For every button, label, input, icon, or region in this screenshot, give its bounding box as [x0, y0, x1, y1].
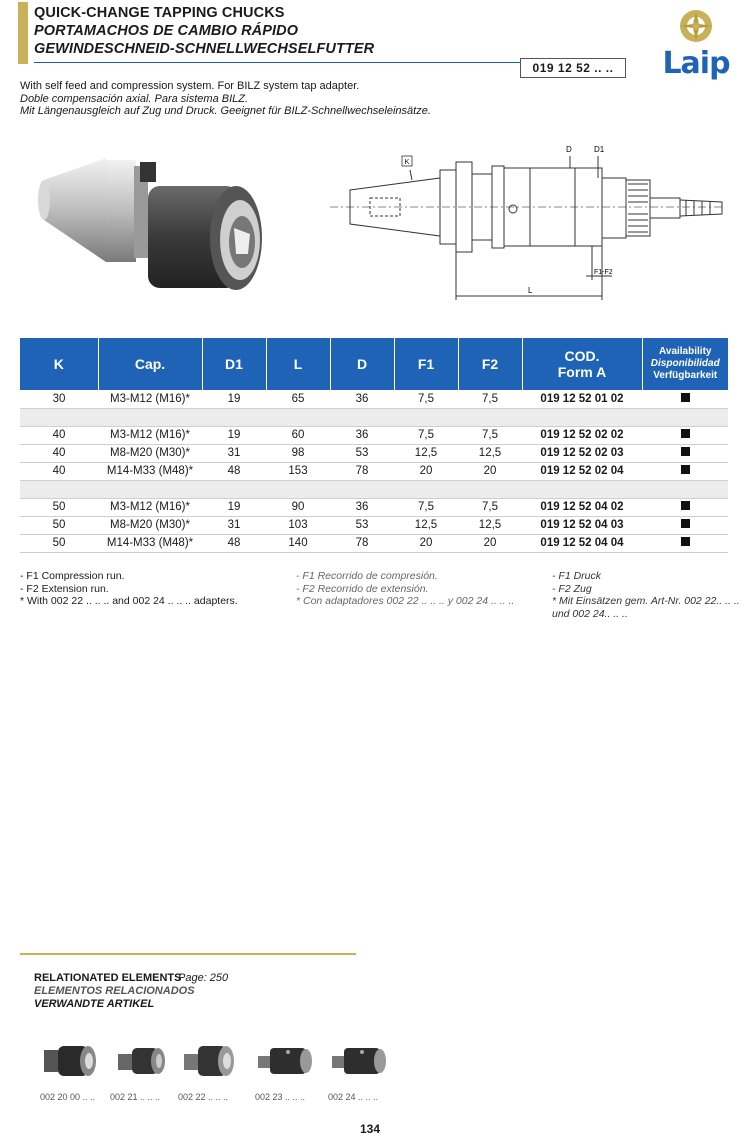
cell-l: 98	[266, 444, 330, 462]
cell-availability	[642, 390, 728, 408]
cell-cap: M3-M12 (M16)*	[98, 498, 202, 516]
cell-k: 30	[20, 390, 98, 408]
cell-cap: M3-M12 (M16)*	[98, 390, 202, 408]
title-divider	[34, 62, 586, 63]
related-item-image[interactable]	[110, 1040, 180, 1082]
related-title-spanish: ELEMENTOS RELACIONADOS	[34, 985, 195, 997]
description-german: Mit Längenausgleich auf Zug und Druck. Geeignet für BILZ-Schnellwechseleinsätze.	[20, 105, 431, 117]
cell-d1: 48	[202, 462, 266, 480]
cell-d: 36	[330, 390, 394, 408]
drawing-label-d1: D1	[594, 145, 605, 154]
cell-cap: M14-M33 (M48)*	[98, 462, 202, 480]
header-d: D	[330, 338, 394, 390]
header-cap: Cap.	[98, 338, 202, 390]
cell-d1: 19	[202, 498, 266, 516]
cell-k: 50	[20, 516, 98, 534]
notes-german	[552, 570, 740, 620]
related-item-image[interactable]	[252, 1040, 322, 1082]
related-title	[34, 972, 195, 1011]
note-line: - F1 Druck	[552, 570, 602, 582]
cell-cap: M14-M33 (M48)*	[98, 534, 202, 552]
related-item-label[interactable]: 002 21 .. .. ..	[110, 1092, 161, 1102]
cell-f1: 7,5	[394, 390, 458, 408]
header-availability-es: Disponibilidad	[650, 358, 720, 369]
related-item-image[interactable]	[36, 1040, 106, 1082]
cell-availability	[642, 498, 728, 516]
table-row	[20, 426, 728, 444]
header-l: L	[266, 338, 330, 390]
notes-english	[20, 570, 238, 608]
drawing-label-d: D	[566, 145, 572, 154]
related-page-link[interactable]: Page: 250	[178, 972, 229, 984]
brand-logo	[662, 6, 730, 80]
cell-l: 90	[266, 498, 330, 516]
cell-d: 53	[330, 444, 394, 462]
related-item-label[interactable]: 002 22 .. .. ..	[178, 1092, 229, 1102]
header-availability	[642, 338, 728, 390]
cell-f2: 7,5	[458, 426, 522, 444]
cell-f2: 12,5	[458, 516, 522, 534]
cell-cod: 019 12 52 02 04	[522, 462, 642, 480]
table-spacer-row	[20, 480, 728, 498]
cell-availability	[642, 534, 728, 552]
cell-cod: 019 12 52 04 02	[522, 498, 642, 516]
cell-cod: 019 12 52 01 02	[522, 390, 642, 408]
note-line: und 002 24.. .. ..	[552, 607, 628, 620]
header-cod-line1: COD.	[564, 348, 600, 364]
logo-emblem-icon	[662, 6, 730, 48]
brand-name: Laip	[662, 46, 730, 81]
cell-d1: 19	[202, 426, 266, 444]
header-availability-en: Availability	[659, 346, 712, 357]
cell-f1: 7,5	[394, 498, 458, 516]
cell-f1: 20	[394, 462, 458, 480]
cell-k: 50	[20, 498, 98, 516]
cell-f2: 7,5	[458, 390, 522, 408]
cell-l: 103	[266, 516, 330, 534]
cell-l: 65	[266, 390, 330, 408]
related-item-image[interactable]	[326, 1040, 396, 1082]
cell-f1: 20	[394, 534, 458, 552]
table-row	[20, 516, 728, 534]
table-row	[20, 444, 728, 462]
availability-square-icon	[681, 393, 690, 402]
cell-d: 53	[330, 516, 394, 534]
cell-cod: 019 12 52 02 03	[522, 444, 642, 462]
cell-availability	[642, 462, 728, 480]
note-line: * With 002 22 .. .. .. and 002 24 .. .. .. adapters.	[20, 595, 238, 607]
note-line: - F2 Zug	[552, 582, 592, 595]
related-item-label[interactable]: 002 20 00 .. ..	[40, 1092, 96, 1102]
cell-d1: 31	[202, 444, 266, 462]
cell-l: 153	[266, 462, 330, 480]
table-row	[20, 462, 728, 480]
header-cod-line2: Form A	[557, 364, 607, 380]
cell-f1: 7,5	[394, 426, 458, 444]
cell-cod: 019 12 52 04 03	[522, 516, 642, 534]
cell-k: 50	[20, 534, 98, 552]
cell-availability	[642, 426, 728, 444]
note-line: - F2 Extension run.	[20, 582, 109, 595]
cell-cap: M3-M12 (M16)*	[98, 426, 202, 444]
table-header-row	[20, 338, 728, 390]
header-f2: F2	[458, 338, 522, 390]
title-spanish: PORTAMACHOS DE CAMBIO RÁPIDO	[34, 23, 299, 39]
drawing-label-k: K	[404, 159, 410, 166]
cell-d: 78	[330, 462, 394, 480]
cell-f2: 12,5	[458, 444, 522, 462]
cell-k: 40	[20, 462, 98, 480]
header-availability-de: Verfügbarkeit	[653, 370, 718, 381]
cell-cap: M8-M20 (M30)*	[98, 516, 202, 534]
cell-l: 60	[266, 426, 330, 444]
drawing-label-l: L	[528, 286, 533, 295]
cell-d: 78	[330, 534, 394, 552]
technical-drawing	[330, 140, 725, 305]
cell-d1: 48	[202, 534, 266, 552]
related-divider	[20, 953, 356, 955]
cell-f2: 20	[458, 462, 522, 480]
related-item-label[interactable]: 002 24 .. .. ..	[328, 1092, 379, 1102]
availability-square-icon	[681, 501, 690, 510]
page-titles	[34, 4, 374, 58]
header-cod	[522, 338, 642, 390]
related-title-german: VERWANDTE ARTIKEL	[34, 998, 155, 1010]
header-f1: F1	[394, 338, 458, 390]
note-line: * Con adaptadores 002 22 .. .. .. y 002 24 .. .. ..	[296, 595, 515, 607]
cell-availability	[642, 516, 728, 534]
description-spanish: Doble compensación axial. Para sistema BILZ.	[20, 92, 249, 105]
related-item-image[interactable]	[176, 1040, 246, 1082]
cell-k: 40	[20, 426, 98, 444]
availability-square-icon	[681, 537, 690, 546]
note-line: - F2 Recorrido de extensión.	[296, 582, 429, 595]
cell-f2: 20	[458, 534, 522, 552]
product-code-box: 019 12 52 .. ..	[520, 58, 626, 78]
cell-f2: 7,5	[458, 498, 522, 516]
header-k: K	[20, 338, 98, 390]
product-photo	[36, 150, 276, 300]
drawing-label-f1f2: F1-F2	[594, 269, 613, 276]
availability-square-icon	[681, 465, 690, 474]
description-english: With self feed and compression system. For BILZ system tap adapter.	[20, 80, 360, 92]
title-english: QUICK-CHANGE TAPPING CHUCKS	[34, 5, 285, 21]
availability-square-icon	[681, 519, 690, 528]
related-title-english: RELATIONATED ELEMENTS	[34, 972, 182, 984]
description	[20, 80, 431, 118]
cell-d: 36	[330, 426, 394, 444]
cell-cod: 019 12 52 02 02	[522, 426, 642, 444]
note-line: * Mit Einsätzen gem. Art-Nr. 002 22.. .. ..	[552, 595, 740, 607]
cell-k: 40	[20, 444, 98, 462]
cell-l: 140	[266, 534, 330, 552]
notes-spanish	[296, 570, 514, 608]
note-line: - F1 Recorrido de compresión.	[296, 570, 438, 582]
related-item-label[interactable]: 002 23 .. .. ..	[255, 1092, 306, 1102]
cell-cod: 019 12 52 04 04	[522, 534, 642, 552]
availability-square-icon	[681, 429, 690, 438]
cell-f1: 12,5	[394, 444, 458, 462]
table-row	[20, 534, 728, 552]
table-row	[20, 498, 728, 516]
cell-d1: 31	[202, 516, 266, 534]
header-d1: D1	[202, 338, 266, 390]
cell-availability	[642, 444, 728, 462]
table-row	[20, 390, 728, 408]
title-german: GEWINDESCHNEID-SCHNELLWECHSELFUTTER	[34, 41, 375, 57]
cell-cap: M8-M20 (M30)*	[98, 444, 202, 462]
cell-d1: 19	[202, 390, 266, 408]
note-line: - F1 Compression run.	[20, 570, 125, 582]
table-spacer-row	[20, 408, 728, 426]
availability-square-icon	[681, 447, 690, 456]
cell-f1: 12,5	[394, 516, 458, 534]
cell-d: 36	[330, 498, 394, 516]
product-table	[20, 338, 728, 553]
header-accent-bar	[18, 2, 28, 64]
page-number: 134	[359, 1122, 381, 1136]
